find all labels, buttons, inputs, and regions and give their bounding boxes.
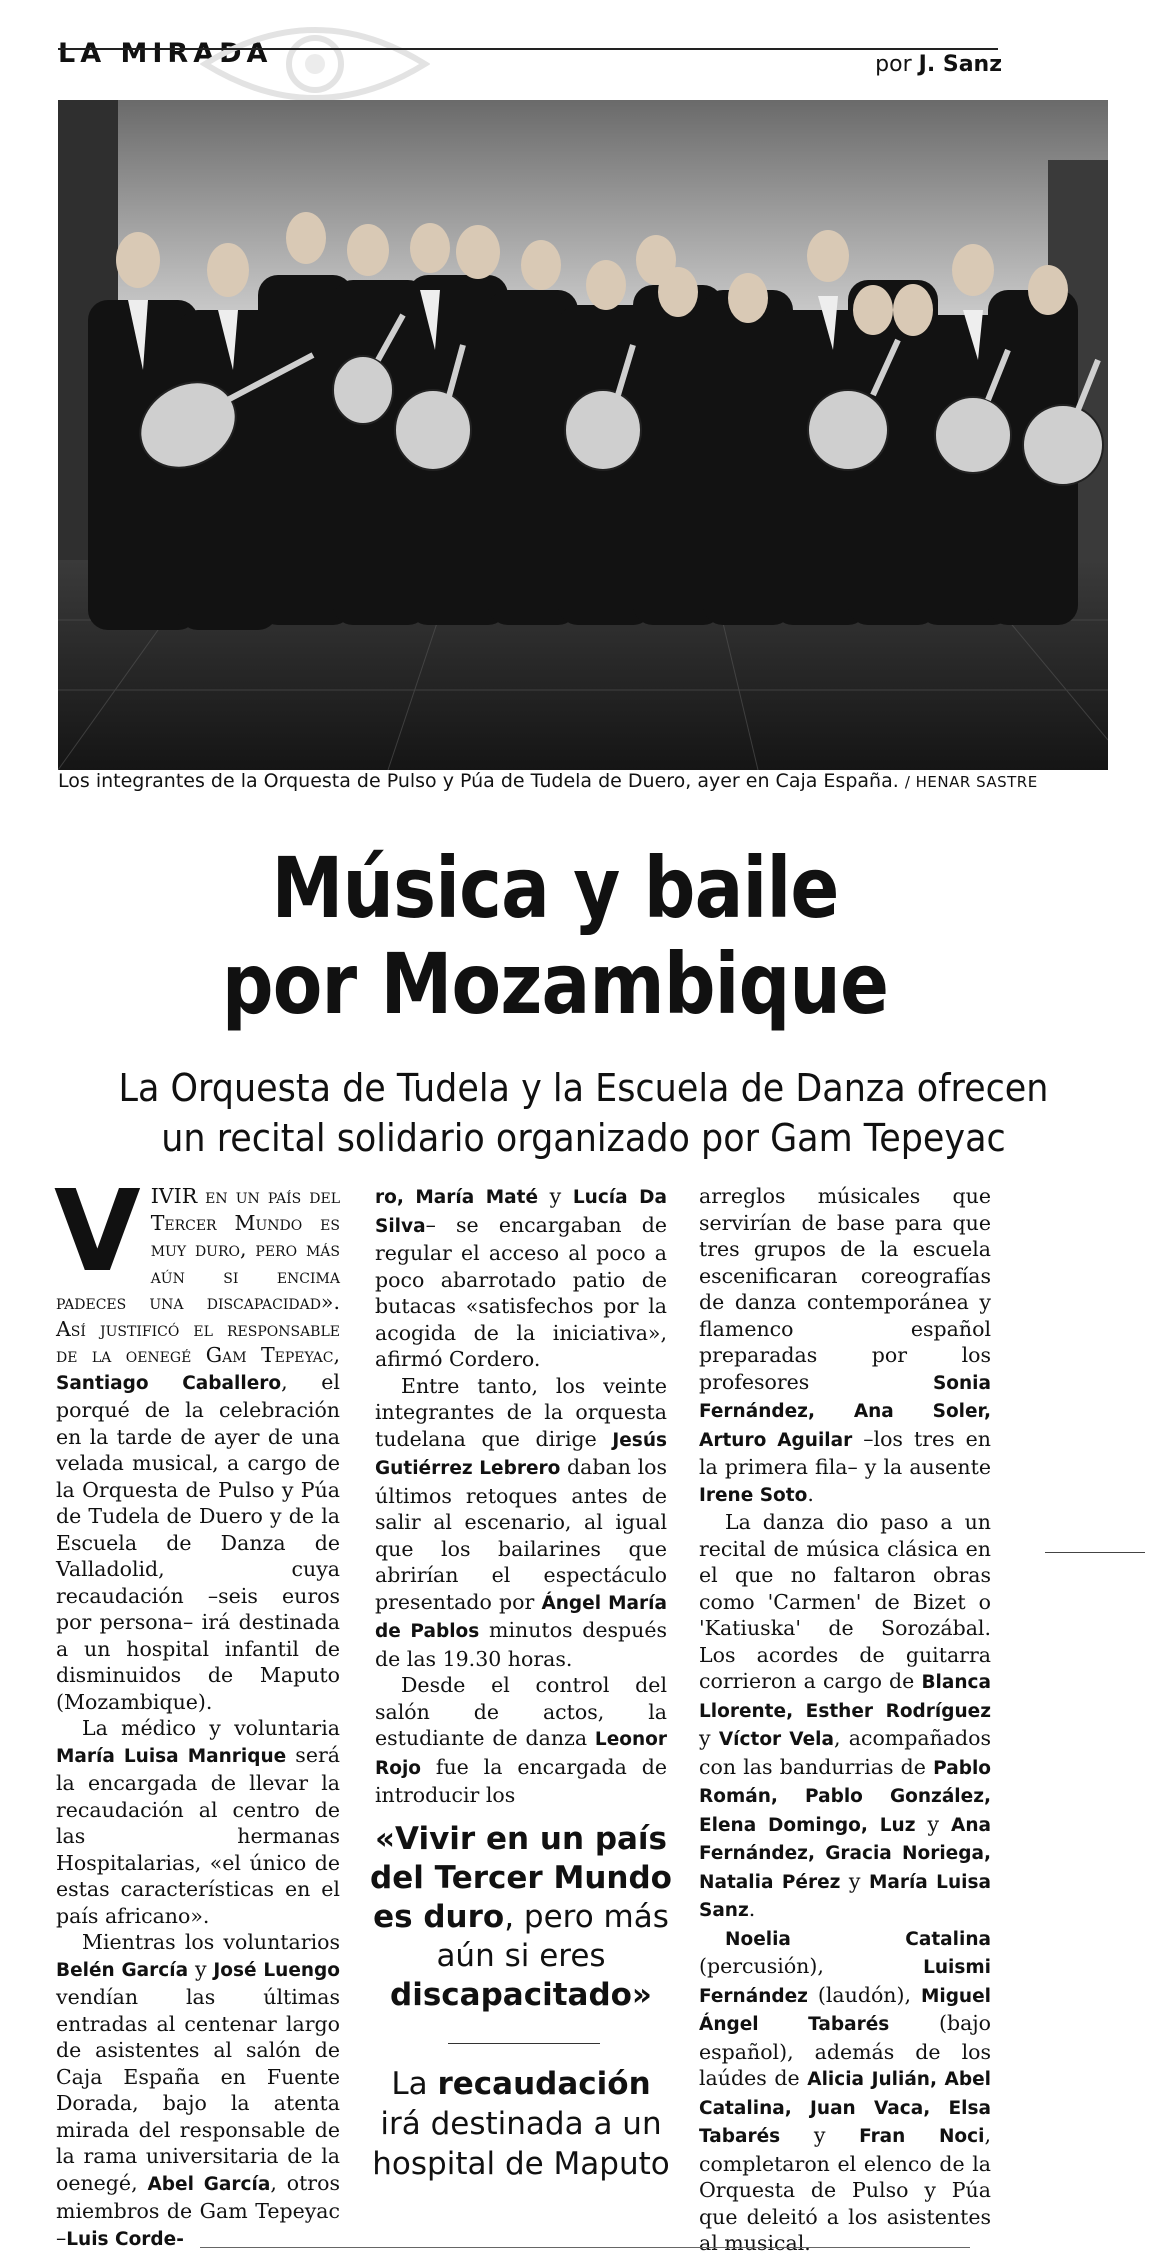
person-name: Alicia Julián, Abel Catalina, Juan Vaca, Elsa Tabarés <box>699 2069 991 2147</box>
text: , acompañados con las bandurrias de <box>699 1726 991 1779</box>
text: Desde el control del salón de actos, la estudiante de danza <box>375 1673 667 1750</box>
pull-quote-bold: recaudación <box>437 2066 651 2102</box>
person-name: Abel García <box>147 2173 271 2195</box>
person-name: Lucía Da Silva <box>375 1187 667 1237</box>
pull-quote-2 <box>368 2064 674 2184</box>
pull-quote-bold: «Vivir en un país del Tercer Mundo es duro <box>370 1821 672 1935</box>
text: arreglos músicales que servirían de base para que tres grupos de la escuela escenificaran coreografías de danza contemporánea y flamenco español preparadas por los profesores <box>699 1184 991 1394</box>
subhead-line-2: un recital solidario organizado por Gam Tepeyac <box>161 1116 1006 1160</box>
section-label: LA MIRADA <box>58 38 273 69</box>
bottom-rule <box>200 2247 970 2248</box>
text: La danza dio paso a un recital de música clásica en el que no faltaron obras como 'Carmen' de Bizet o 'Katiuska' de Sorozábal. Los acordes de guitarra corrieron a cargo de <box>699 1510 991 1693</box>
group-photo-image <box>58 100 1108 770</box>
person-name: Ana Fernández, Gracia Noriega, Natalia Pérez <box>699 1814 991 1893</box>
paragraph <box>56 1715 340 1929</box>
photo-caption <box>58 770 1038 792</box>
paragraph <box>375 1373 667 1673</box>
text: y <box>813 2123 826 2147</box>
text: , completaron el elenco de la Orquesta de Pulso y Púa que deleitó a los asistentes al musical. <box>699 2123 991 2255</box>
pull-quote-divider <box>448 2043 600 2044</box>
pull-quote-text: La <box>391 2066 428 2102</box>
caption-text: Los integrantes de la Orquesta de Pulso y Púa de Tudela de Duero, ayer en Caja España. <box>58 770 899 792</box>
text: y <box>927 1811 940 1836</box>
person-name: Fran Noci <box>859 2126 985 2147</box>
pull-quote-bold: discapacitado» <box>390 1977 652 2013</box>
paragraph <box>699 1509 991 1925</box>
text: fue la encargada de introducir los <box>375 1754 667 1807</box>
person-name: Ángel María de Pablos <box>375 1592 667 1642</box>
person-name: José Luengo <box>213 1959 340 1981</box>
headline-line-1: Música y baile <box>271 839 839 937</box>
text: IVIR en un país del Tercer Mundo es muy duro, pero más aún si encima padeces una discapacidad». Así justificó el responsable de la oenegé Gam Tepeyac, <box>56 1184 340 1367</box>
subheadline <box>47 1063 1121 1163</box>
text: , otros miembros de Gam Tepeyac – <box>56 2170 340 2250</box>
paragraph <box>56 1929 340 2253</box>
byline-author: J. Sanz <box>918 52 1002 77</box>
person-name: Víctor Vela <box>718 1729 834 1750</box>
byline <box>875 52 1002 77</box>
text: –los tres en la primera fila– y la ausente <box>699 1426 991 1479</box>
text: , el porqué de la celebración en la tarde de ayer de una velada musical, a cargo de la Orquesta de Pulso y Púa de Tudela de Duero y de la Escuela de Danza de Valladolid, cuya recaudación –seis euros por persona– irá destinada a un hospital infantil de disminuidos de Maputo (Mozambique). <box>56 1369 340 1714</box>
person-name: Luismi Fernández <box>699 1957 991 2007</box>
text: y <box>194 1956 207 1981</box>
paragraph <box>375 1183 667 1373</box>
text: (laudón), <box>817 1982 912 2007</box>
article-column-1 <box>54 1167 340 2253</box>
person-name: Leonor Rojo <box>375 1729 667 1779</box>
person-name: Luis Corde- <box>66 2228 184 2250</box>
text: La médico y voluntaria <box>82 1716 340 1740</box>
pull-quote-text: , pero más aún si eres <box>436 1899 669 1974</box>
text: Mientras los voluntarios <box>82 1930 340 1954</box>
text: . <box>748 1897 756 1921</box>
text: – se encargaban de regular el acceso al poco a poco abarrotado patio de butacas «satisfechos por la acogida de la iniciativa», afirmó Cordero. <box>375 1212 667 1371</box>
text: y <box>699 1726 711 1750</box>
person-name: Miguel Ángel Tabarés <box>699 1985 991 2035</box>
text: (bajo español), además de los laúdes de <box>699 2011 991 2090</box>
paragraph <box>699 1183 991 1509</box>
article-column-3 <box>699 1183 991 2257</box>
person-name: Belén García <box>56 1959 189 1981</box>
subhead-line-1: La Orquesta de Tudela y la Escuela de Danza ofrecen <box>118 1066 1049 1110</box>
pull-quote <box>368 1820 674 2015</box>
text: (percusión), <box>699 1954 824 1978</box>
text: y <box>848 1868 861 1893</box>
pull-quote-text: irá destinada a un hospital de Maputo <box>372 2106 670 2182</box>
eye-icon <box>200 16 430 111</box>
person-name: Pablo Román, Pablo González, Elena Domingo, Luz <box>699 1757 991 1836</box>
person-name: María Luisa Sanz <box>699 1871 991 1921</box>
drop-cap: V <box>54 1167 141 1297</box>
photo-credit: / HENAR SASTRE <box>904 773 1038 791</box>
person-name: Sonia Fernández, Ana Soler, Arturo Aguilar <box>699 1372 991 1451</box>
person-name: Blanca Llorente, Esther Rodríguez <box>699 1672 991 1722</box>
paragraph <box>54 1167 340 1715</box>
text: . <box>807 1481 814 1506</box>
text: minutos después de las 19.30 horas. <box>375 1618 667 1671</box>
headline-line-2: por Mozambique <box>221 935 889 1033</box>
text: Entre tanto, los veinte integrantes de la orquesta tudelana que dirige <box>375 1373 667 1451</box>
paragraph <box>699 1925 991 2257</box>
article-column-2 <box>375 1183 667 1809</box>
person-name: Santiago Caballero <box>56 1372 282 1394</box>
person-name: Irene Soto <box>699 1484 808 1506</box>
person-name: María Luisa Manrique <box>56 1745 287 1767</box>
person-name: ro, María Maté <box>375 1187 539 1208</box>
byline-prefix: por <box>875 52 912 77</box>
header-rule <box>58 48 998 50</box>
text: daban los últimos retoques antes de salir al escenario, al igual que los bailarines que abrirían el espectáculo presentado por <box>375 1455 667 1614</box>
margin-rule <box>1045 1552 1145 1553</box>
group-photo <box>58 100 1108 770</box>
text: y <box>549 1184 562 1208</box>
text: será la encargada de llevar la recaudación al centro de las hermanas Hospitalarias, «el único de estas características en el país africano». <box>56 1742 340 1928</box>
person-name: Jesús Gutiérrez Lebrero <box>375 1429 667 1479</box>
paragraph <box>375 1672 667 1809</box>
text: vendían las últimas entradas al centenar largo de asistentes al salón de Caja España en Fuente Dorada, bajo la atenta mirada del responsable de la rama universitaria de la oenegé, <box>56 1985 340 2195</box>
headline <box>78 840 1033 1032</box>
person-name: Noelia Catalina <box>725 1928 991 1950</box>
